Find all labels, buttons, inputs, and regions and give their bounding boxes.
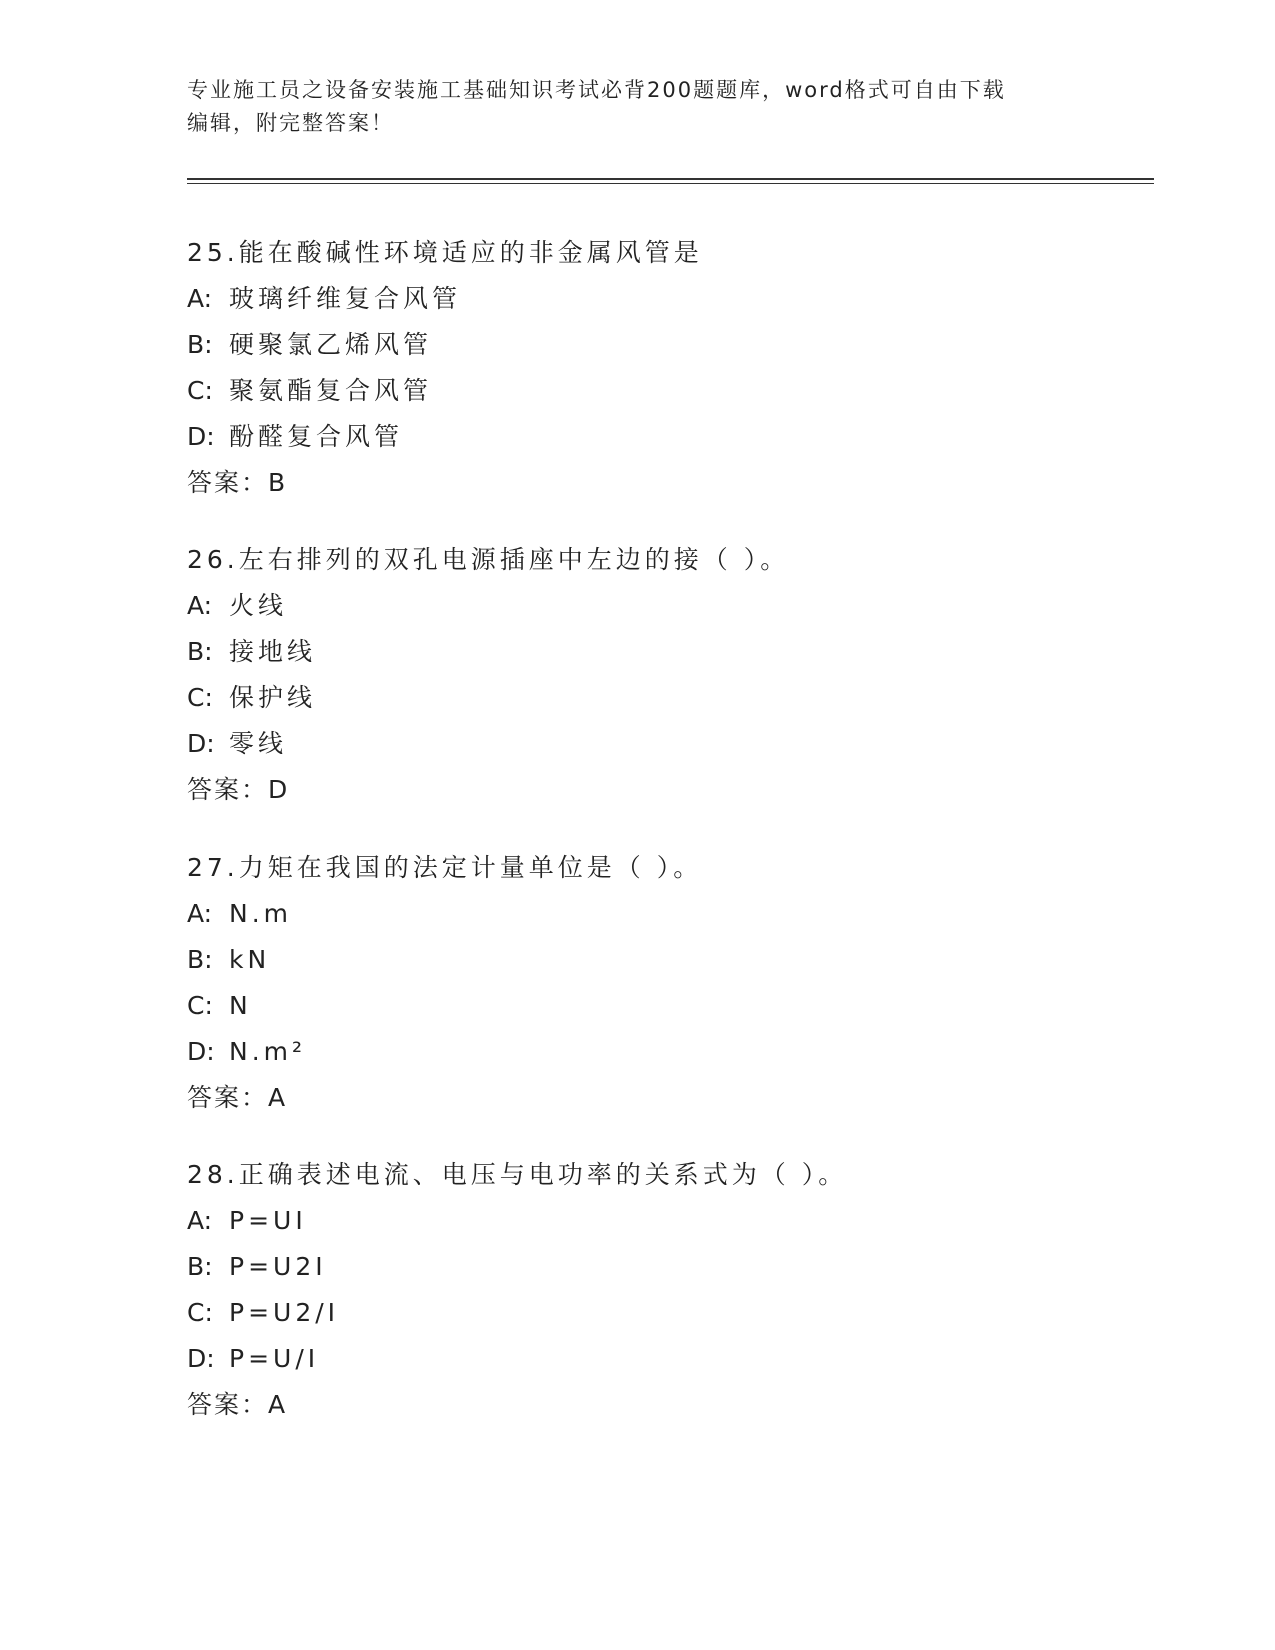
- option-letter: D:: [187, 1037, 215, 1066]
- option-d: [187, 1029, 1137, 1075]
- document-header: [187, 74, 1067, 140]
- option-text: N.m²: [229, 1037, 307, 1066]
- question-text: 26.左右排列的双孔电源插座中左边的接（ ）。: [187, 545, 790, 574]
- option-letter: C:: [187, 683, 213, 712]
- option-letter: B:: [187, 945, 213, 974]
- option-letter: A:: [187, 1206, 213, 1235]
- option-text: P=U2/I: [229, 1298, 340, 1327]
- answer-line: [187, 1382, 1137, 1428]
- question-26: [187, 537, 1137, 813]
- question-25: [187, 230, 1137, 506]
- option-b: [187, 1244, 1137, 1290]
- option-letter: C:: [187, 1298, 213, 1327]
- option-b: [187, 937, 1137, 983]
- answer-value: D: [268, 775, 288, 804]
- question-text: 25.能在酸碱性环境适应的非金属风管是: [187, 238, 703, 267]
- option-letter: C:: [187, 991, 213, 1020]
- option-letter: B:: [187, 330, 213, 359]
- option-letter: D:: [187, 729, 215, 758]
- answer-line: [187, 1075, 1137, 1121]
- option-letter: D:: [187, 422, 215, 451]
- option-letter: A:: [187, 284, 213, 313]
- option-text: 接地线: [229, 637, 317, 666]
- option-b: [187, 322, 1137, 368]
- option-text: N.m: [229, 899, 293, 928]
- option-letter: C:: [187, 376, 213, 405]
- question-27: [187, 845, 1137, 1121]
- option-letter: A:: [187, 899, 213, 928]
- option-d: [187, 1336, 1137, 1382]
- option-a: [187, 1198, 1137, 1244]
- answer-label: 答案：: [187, 468, 269, 497]
- option-text: P=UI: [229, 1206, 307, 1235]
- answer-label: 答案：: [187, 1083, 269, 1112]
- option-letter: B:: [187, 637, 213, 666]
- option-c: [187, 368, 1137, 414]
- option-c: [187, 675, 1137, 721]
- option-text: 玻璃纤维复合风管: [229, 284, 462, 313]
- option-text: 零线: [229, 729, 288, 758]
- answer-value: B: [268, 468, 286, 497]
- answer-line: [187, 767, 1137, 813]
- question-28: [187, 1152, 1137, 1428]
- option-d: [187, 414, 1137, 460]
- option-text: 酚醛复合风管: [229, 422, 404, 451]
- option-text: 硬聚氯乙烯风管: [229, 330, 433, 359]
- question-text: 28.正确表述电流、电压与电功率的关系式为（ ）。: [187, 1160, 848, 1189]
- option-text: kN: [229, 945, 271, 974]
- answer-line: [187, 460, 1137, 506]
- answer-label: 答案：: [187, 775, 269, 804]
- option-text: 火线: [229, 591, 288, 620]
- option-letter: B:: [187, 1252, 213, 1281]
- option-text: 保护线: [229, 683, 317, 712]
- option-text: N: [229, 991, 252, 1020]
- header-divider-thick: [187, 178, 1154, 180]
- header-line-2: 编辑，附完整答案！: [187, 111, 394, 135]
- answer-label: 答案：: [187, 1390, 269, 1419]
- option-a: [187, 891, 1137, 937]
- header-line-1: 专业施工员之设备安装施工基础知识考试必背200题题库，word格式可自由下载: [187, 78, 1006, 102]
- option-a: [187, 583, 1137, 629]
- option-d: [187, 721, 1137, 767]
- option-a: [187, 276, 1137, 322]
- option-c: [187, 1290, 1137, 1336]
- header-divider-thin: [187, 183, 1154, 184]
- question-text: 27.力矩在我国的法定计量单位是（ ）。: [187, 853, 703, 882]
- option-letter: A:: [187, 591, 213, 620]
- option-text: P=U/I: [229, 1344, 320, 1373]
- option-c: [187, 983, 1137, 1029]
- option-letter: D:: [187, 1344, 215, 1373]
- option-text: P=U2I: [229, 1252, 327, 1281]
- answer-value: A: [268, 1390, 286, 1419]
- answer-value: A: [268, 1083, 286, 1112]
- option-text: 聚氨酯复合风管: [229, 376, 433, 405]
- option-b: [187, 629, 1137, 675]
